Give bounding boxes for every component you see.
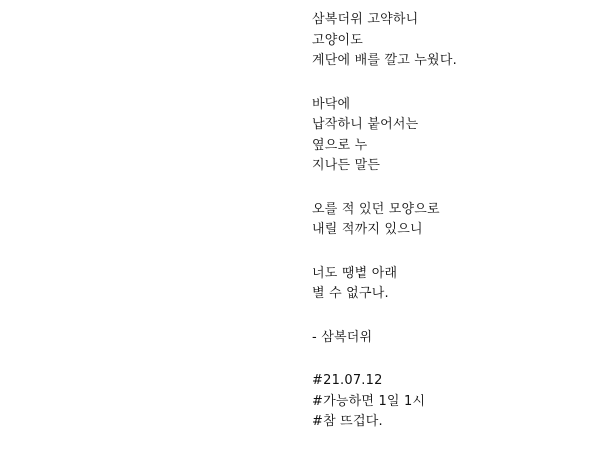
- poem-line: 바닥에: [312, 96, 351, 112]
- hashtag-line: #21.07.12: [312, 373, 383, 388]
- stanza-4: [312, 264, 597, 305]
- poem-line: 고양이도: [312, 32, 364, 48]
- poem-line: 내릴 적까지 있으니: [312, 222, 423, 237]
- hashtags: [312, 371, 597, 433]
- poem-line: 납작하니 붙어서는: [312, 117, 419, 132]
- poem-line: 너도 땡볕 아래: [312, 265, 398, 281]
- poem-body: [312, 10, 597, 456]
- poem-line: 삼복더위 고약하니: [312, 12, 419, 27]
- poem-line: 지나든 말든: [312, 158, 381, 173]
- hashtag-line: #참 뜨겁다.: [312, 414, 383, 429]
- hashtag-line: #가능하면 1일 1시: [312, 393, 426, 409]
- poem-line: 옆으로 누: [312, 137, 368, 153]
- stanza-1: [312, 10, 597, 72]
- poem-signature-line: - 삼복더위: [312, 329, 373, 345]
- stanza-2: [312, 95, 597, 177]
- stanza-3: [312, 200, 597, 241]
- poem-line: 별 수 없구나.: [312, 286, 389, 301]
- poem-line: 계단에 배를 깔고 누웠다.: [312, 53, 457, 68]
- poem-title-signature: [312, 328, 597, 349]
- poem-line: 오를 적 있던 모양으로: [312, 201, 440, 217]
